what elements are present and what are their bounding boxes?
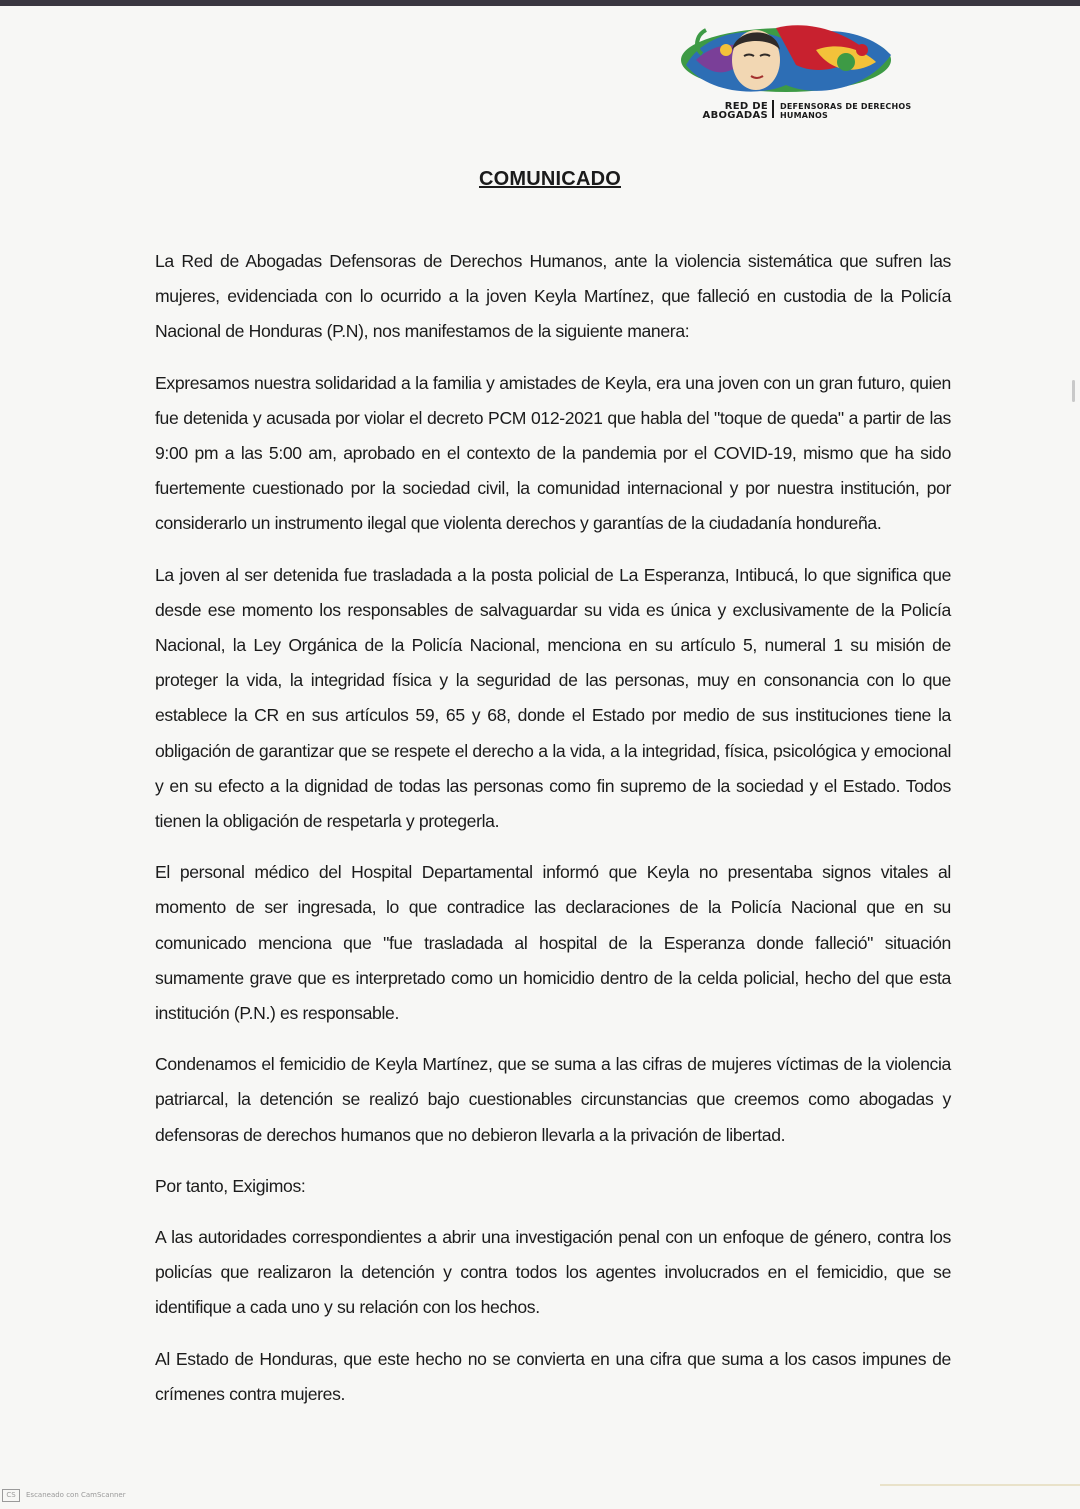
paragraph-demand-investigation: A las autoridades correspondientes a abrir una investigación penal con un enfoque de género, contra los policías que realizaron la detención y contra todos los agentes involucrados en el femicidio, que se identifique a cada uno y su relación con los hechos. (155, 1227, 951, 1318)
top-border (0, 0, 1080, 6)
logo-text-left: RED DE ABOGADAS (702, 101, 768, 121)
paragraph-condemnation: Condenamos el femicidio de Keyla Martínez, que se suma a las cifras de mujeres víctimas de la violencia patriarcal, la detención se realizó bajo cuestionables circunstancias que creemos como abogadas y defensoras de derechos humanos que no debieron llevarla a la privación de libertad. (155, 1054, 951, 1145)
page-edge-mark (1072, 380, 1075, 402)
paragraph-solidarity: Expresamos nuestra solidaridad a la familia y amistades de Keyla, era una joven con un gran futuro, quien fue detenida y acusada por violar el decreto PCM 012-2021 que habla del "toque de queda" a partir de las 9:00 pm a las 5:00 am, aprobado en el contexto de la pandemia por el COVID-19, mismo que ha sido fuertemente cuestionado por la sociedad civil, la comunidad internacional y por nuestra institución, por considerarlo un instrumento ilegal que violenta derechos y garantías de la ciudadanía hondureña. (155, 372, 951, 534)
organization-logo (660, 20, 940, 124)
paragraph-demands-heading: Por tanto, Exigimos: (155, 1175, 306, 1196)
paragraph-intro: La Red de Abogadas Defensoras de Derechos Humanos, ante la violencia sistemática que sufren las mujeres, evidenciada con lo ocurrido a la joven Keyla Martínez, que falleció en custodia de la Policía Nacional de Honduras (P.N), nos manifestamos de la siguiente manera: (155, 251, 951, 342)
logo-emblem-icon (666, 20, 896, 100)
logo-text-right: DEFENSORAS DE DERECHOS HUMANOS (780, 102, 912, 120)
paragraph-demand-state: Al Estado de Honduras, que este hecho no se convierta en una cifra que suma a los casos impunes de crímenes contra mujeres. (155, 1348, 951, 1404)
camscanner-icon: CS (2, 1489, 20, 1502)
scanner-watermark (2, 1488, 182, 1502)
paragraph-custody: La joven al ser detenida fue trasladada a la posta policial de La Esperanza, Intibucá, lo que significa que desde ese momento los responsables de salvaguardar su vida es única y exclusivamente de la Policía Nacional, la Ley Orgánica de la Policía Nacional, menciona en su artículo 5, numeral 1 su misión de proteger la vida, la integridad física y la seguridad de las personas, muy en consonancia con lo que establece la CR en sus artículos 59, 65 y 68, donde el Estado por medio de sus instituciones tiene la obligación de garantizar que se respete el derecho a la vida, a la integridad, física, psicológica y emocional y en su efecto a la dignidad de todas las personas como fin supremo de la sociedad y el Estado. Todos tienen la obligación de respetarla y protegerla. (155, 564, 951, 832)
scanner-watermark-text: Escaneado con CamScanner (26, 1491, 126, 1499)
document-body (155, 244, 951, 1428)
page-bottom-edge (880, 1484, 1080, 1486)
paragraph-hospital: El personal médico del Hospital Departamental informó que Keyla no presentaba signos vitales al momento de ser ingresada, lo que contradice las declaraciones de la Policía Nacional que en su comunicado menciona que "fue trasladada al hospital de la Esperanza donde falleció" situación sumamente grave que es interpretado como un homicidio dentro de la celda policial, hecho del que esta institución (P.N.) es responsable. (155, 862, 951, 1024)
logo-wordmark (660, 98, 940, 124)
document-title: COMUNICADO (479, 168, 621, 190)
logo-divider (772, 100, 774, 118)
